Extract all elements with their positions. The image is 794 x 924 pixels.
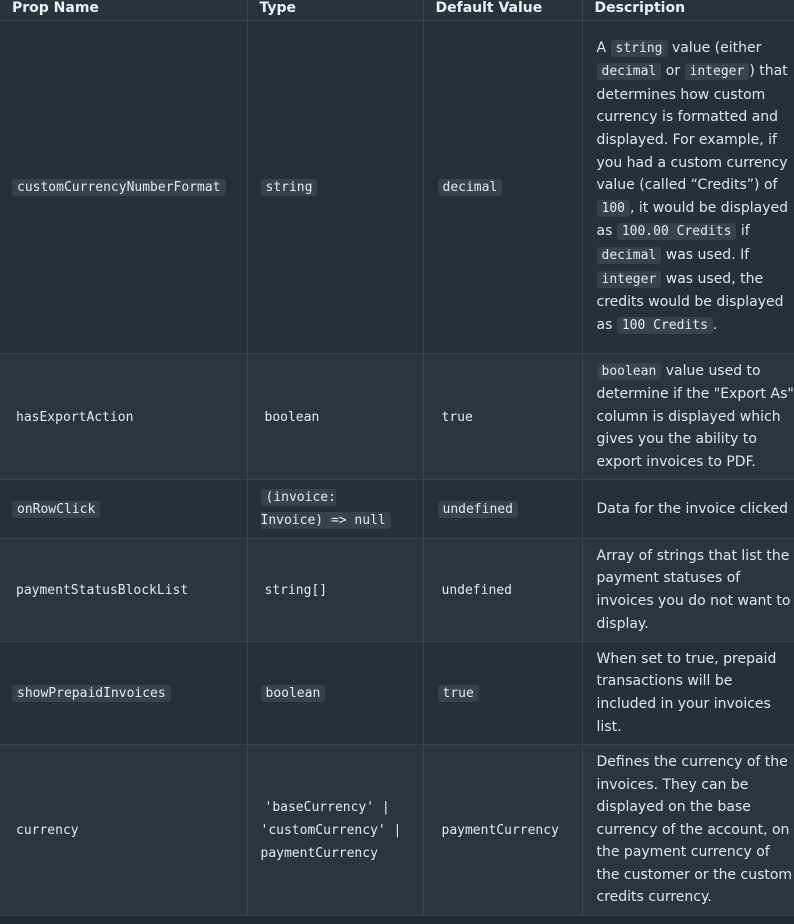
table-header-row [0,0,794,21]
prop-type: string [261,179,318,196]
prop-description: Defines the currency of the invoices. They can be displayed on the base currency of the account, on the payment currency of the customer or the custom credits currency. [582,745,794,916]
inline-code: string [611,40,668,57]
prop-type: boolean [261,685,326,702]
prop-default: undefined [441,583,512,598]
table-row [0,21,794,354]
prop-default: true [438,685,479,702]
prop-description: When set to true, prepaid transactions will be included in your invoices list. [582,642,794,745]
prop-type: boolean [264,409,320,425]
prop-default: true [441,409,473,425]
prop-type: (invoice: Invoice) => null [261,489,391,529]
inline-code: 100.00 Credits [617,223,737,240]
prop-default: paymentCurrency [441,823,559,838]
prop-name: onRowClick [12,501,100,518]
table-row [0,354,794,480]
prop-description: A string value (either decimal or integer ) that determines how custom currency is formatted and displayed. For example, if you had a custom currency value (called “Credits”) of 100 , it would be displayed as 100.00 Credits if decimal was used. If integer was used, the credits would be displayed as 100 Credits . [582,21,794,354]
header-default-value: Default Value [423,0,582,21]
prop-description: boolean value used to determine if the "Export As" column is displayed which gives you the ability to export invoices to PDF. [582,354,794,480]
table-row [0,642,794,745]
prop-name: customCurrencyNumberFormat [12,179,226,196]
header-description: Description [582,0,794,21]
header-prop-name: Prop Name [0,0,247,21]
inline-code: 100 [597,200,630,217]
prop-description: Data for the invoice clicked [582,480,794,539]
inline-code: boolean [597,363,662,380]
inline-code: integer [597,271,662,288]
prop-type: string[] [264,583,328,598]
table-row [0,745,794,916]
inline-code: 100 Credits [617,317,713,334]
inline-code: decimal [597,63,662,80]
inline-code: decimal [597,247,662,264]
table-row [0,539,794,642]
prop-name: currency [16,823,79,838]
prop-name: hasExportAction [16,409,134,425]
prop-name: paymentStatusBlockList [16,583,189,598]
table-row [0,480,794,539]
inline-code: integer [685,63,750,80]
header-type: Type [247,0,423,21]
prop-default: decimal [438,179,503,196]
prop-type: 'baseCurrency' | 'customCurrency' | paymentCurrency [260,799,402,861]
prop-description: Array of strings that list the payment statuses of invoices you do not want to display. [582,539,794,642]
prop-name: showPrepaidInvoices [12,685,171,702]
prop-default: undefined [438,501,518,518]
